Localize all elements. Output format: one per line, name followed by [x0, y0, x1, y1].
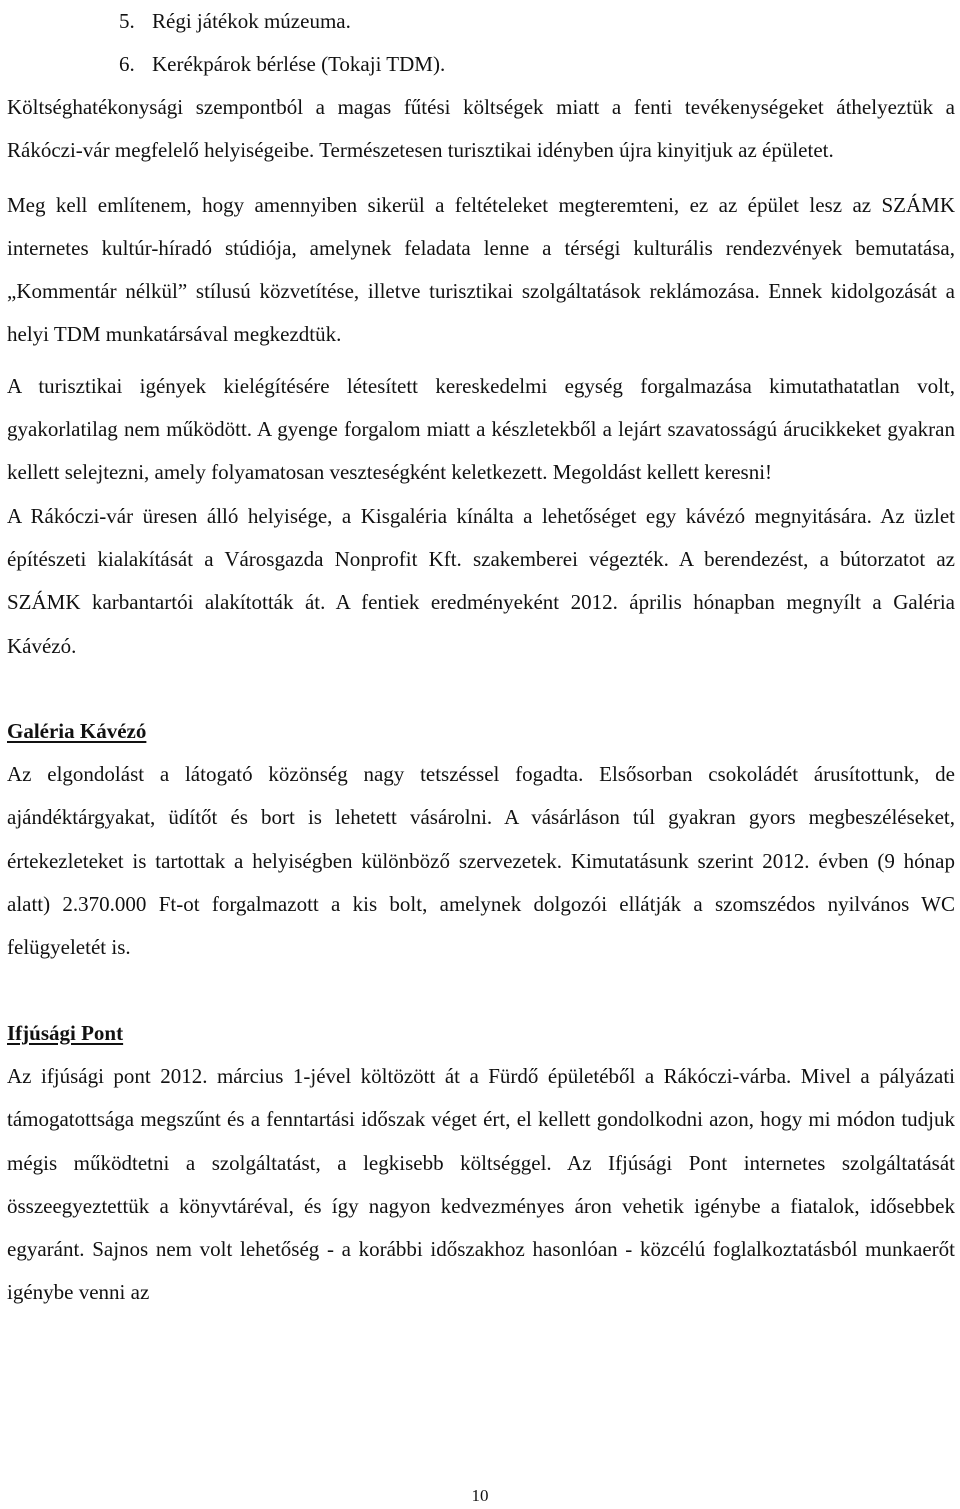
paragraph-cost-efficiency: Költséghatékonysági szempontból a magas fűtési költségek miatt a fenti tevékenységeket áthelyeztük a Rákóczi-vár megfelelő helyiségeibe. Természetesen turisztikai idényben újra kinyitjuk az épületet.: [7, 95, 955, 163]
list-item-text: Kerékpárok bérlése (Tokaji TDM).: [152, 52, 446, 76]
paragraph-cafe-opening: A Rákóczi-vár üresen álló helyisége, a Kisgaléria kínálta a lehetőséget egy kávézó megnyitására. Az üzlet építészeti kialakítását a Városgazda Nonprofit Kft. szakemberei végezték. A berendezést, a bútorzatot az SZÁMK karbantartói alakították át. A fentiek eredményeként 2012. április hónapban megnyílt a Galéria Kávézó.: [7, 503, 955, 658]
section-heading-galeria-kavezo: Galéria Kávézó: [7, 718, 147, 743]
list-item: [7, 43, 955, 86]
list-item-text: Régi játékok múzeuma.: [152, 9, 351, 33]
paragraph-ifjusagi-pont: Az ifjúsági pont 2012. március 1-jével költözött át a Fürdő épületéből a Rákóczi-várba. Mivel a pályázati támogatottsága megszűnt és a fenntartási időszak véget ért, el kellett gondolkodni azon, hogy mi módon tudjuk mégis működtetni a szolgáltatást, a legkisebb költséggel. Az Ifjúsági Pont internetes szolgáltatását összeegyeztettük a könyvtáréval, és így nagyon kedvezményes áron vehetik igénybe a fiatalok, idősebbek egyaránt. Sajnos nem volt lehetőség - a korábbi időszakhoz hasonlóan - közcélú foglalkoztatásból munkaerőt igénybe venni az: [7, 1063, 955, 1305]
list-item: [7, 0, 955, 43]
list-item-number: 6.: [119, 52, 135, 76]
document-page: [7, 0, 955, 1315]
page-number: 10: [471, 1486, 489, 1505]
paragraph-commercial-unit: A turisztikai igények kielégítésére létesített kereskedelmi egység forgalmazása kimutathatatlan volt, gyakorlatilag nem működött. A gyenge forgalom miatt a készletekből a lejárt szavatosságú árucikkeket gyakran kellett selejtezni, amely folyamatosan veszteségként keletkezett. Megoldást kellett keresni!: [7, 373, 955, 485]
numbered-list: [7, 0, 955, 86]
section-heading-ifjusagi-pont: Ifjúsági Pont: [7, 1020, 124, 1045]
paragraph-news-studio: Meg kell említenem, hogy amennyiben sikerül a feltételeket megteremteni, ez az épület lesz az SZÁMK internetes kultúr-híradó stúdiója, amelynek feladata lenne a térségi kulturális rendezvények bemutatása, „Kommentár nélkül” stílusú közvetítése, illetve turisztikai szolgáltatások reklámozása. Ennek kidolgozását a helyi TDM munkatársával megkezdtük.: [7, 192, 955, 347]
paragraph-galeria-kavezo: Az elgondolást a látogató közönség nagy tetszéssel fogadta. Elsősorban csokoládét árusítottunk, de ajándéktárgyakat, üdítőt és bort is lehetett vásárolni. A vásárláson túl gyakran gyors megbeszéléseket, értekezleteket is tartottak a helyiségben különböző szervezetek. Kimutatásunk szerint 2012. évben (9 hónap alatt) 2.370.000 Ft-ot forgalmazott a kis bolt, amelynek dolgozói ellátják a szomszédos nyilvános WC felügyeletét is.: [7, 762, 955, 960]
list-item-number: 5.: [119, 9, 135, 33]
